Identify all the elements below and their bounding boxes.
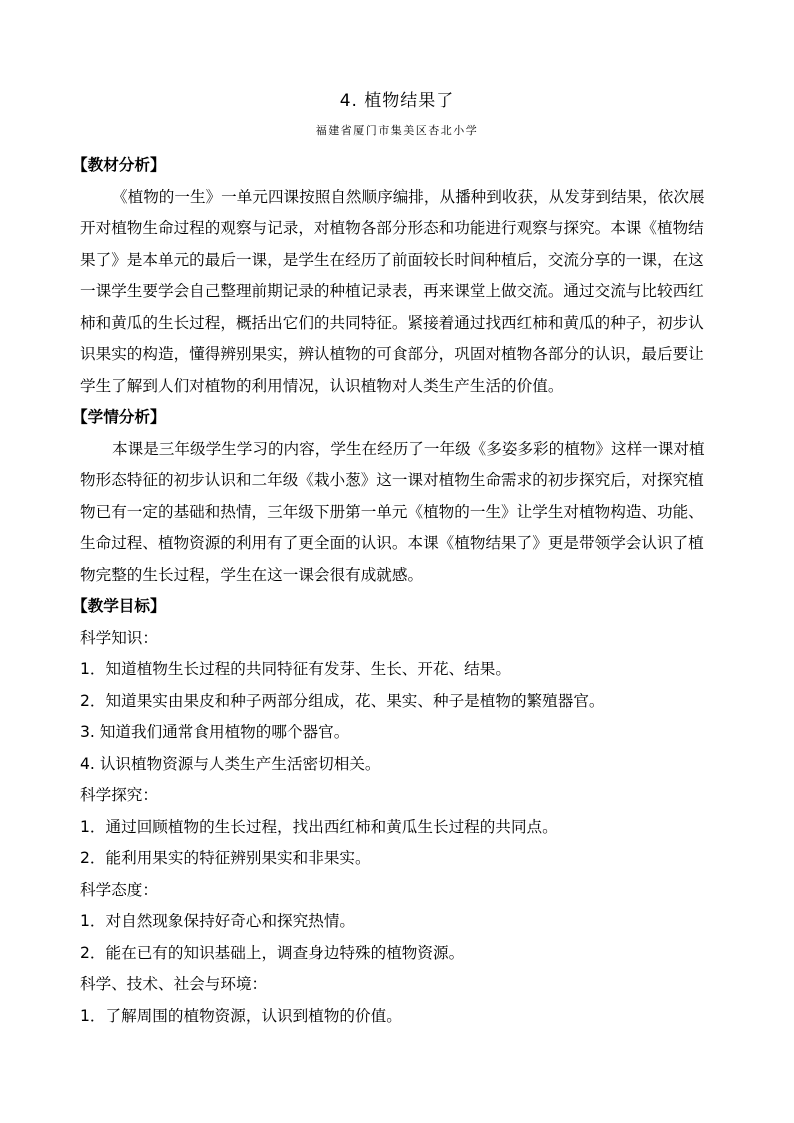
objective-item: 1．知道植物生长过程的共同特征有发芽、生长、开花、结果。 [80, 660, 511, 678]
paragraph-line: 生命过程、植物资源的利用有了更全面的认识。本课《植物结果了》更是带领学会认识了植 [80, 534, 704, 552]
paragraph-line: 物已有一定的基础和热情，三年级下册第一单元《植物的一生》让学生对植物构造、功能、 [80, 502, 704, 521]
objective-item: 1．了解周围的植物资源，认识到植物的价值。 [80, 1006, 402, 1025]
objective-category: 科学知识： [80, 628, 158, 647]
section-heading-textbook-analysis: 【教材分析】 [72, 156, 166, 174]
paragraph-line: 一课学生要学会自己整理前期记录的种植记录表，再来课堂上做交流。通过交流与比较西红 [80, 282, 704, 300]
paragraph-line: 物形态特征的初步认识和二年级《栽小葱》这一课对植物生命需求的初步探究后，对探究植 [80, 471, 704, 489]
objective-item: 2．知道果实由果皮和种子两部分组成，花、果实、种子是植物的繁殖器官。 [80, 691, 605, 710]
section-heading-teaching-objectives: 【教学目标】 [72, 597, 166, 615]
paragraph-line: 识果实的构造，懂得辨别果实，辨认植物的可食部分，巩固对植物各部分的认识，最后要让 [80, 345, 704, 363]
document-subtitle: 福建省厦门市集美区杏北小学 [315, 124, 479, 137]
objective-item: 2．能在已有的知识基础上，调查身边特殊的植物资源。 [80, 943, 465, 962]
objective-item: 4. 认识植物资源与人类生产生活密切相关。 [80, 754, 381, 773]
paragraph-line: 本课是三年级学生学习的内容，学生在经历了一年级《多姿多彩的植物》这样一课对植 [112, 439, 705, 458]
paragraph-line: 《植物的一生》一单元四课按照自然顺序编排，从播种到收获，从发芽到结果，依次展 [112, 187, 705, 206]
paragraph-line: 柿和黄瓜的生长过程，概括出它们的共同特征。紧接着通过找西红柿和黄瓜的种子，初步认 [80, 313, 704, 332]
paragraph-line: 果了》是本单元的最后一课，是学生在经历了前面较长时间种植后，交流分享的一课，在这 [80, 250, 704, 269]
paragraph-line: 物完整的生长过程，学生在这一课会很有成就感。 [80, 565, 424, 584]
objective-item: 3. 知道我们通常食用植物的哪个器官。 [80, 723, 350, 741]
objective-category: 科学、技术、社会与环境： [80, 975, 268, 993]
objective-category: 科学态度： [80, 880, 158, 899]
objective-category: 科学探究： [80, 786, 158, 804]
objective-item: 2．能利用果实的特征辨别果实和非果实。 [80, 849, 371, 867]
document-title: 4. 植物结果了 [339, 91, 455, 111]
section-heading-student-analysis: 【学情分析】 [72, 408, 166, 426]
paragraph-line: 学生了解到人们对植物的利用情况，认识植物对人类生产生活的价值。 [80, 376, 564, 395]
paragraph-line: 开对植物生命过程的观察与记录，对植物各部分形态和功能进行观察与探究。本课《植物结 [80, 219, 704, 237]
document-body [72, 150, 720, 1032]
objective-item: 1．对自然现象保持好奇心和探究热情。 [80, 912, 356, 930]
objective-item: 1．通过回顾植物的生长过程，找出西红柿和黄瓜生长过程的共同点。 [80, 817, 558, 836]
